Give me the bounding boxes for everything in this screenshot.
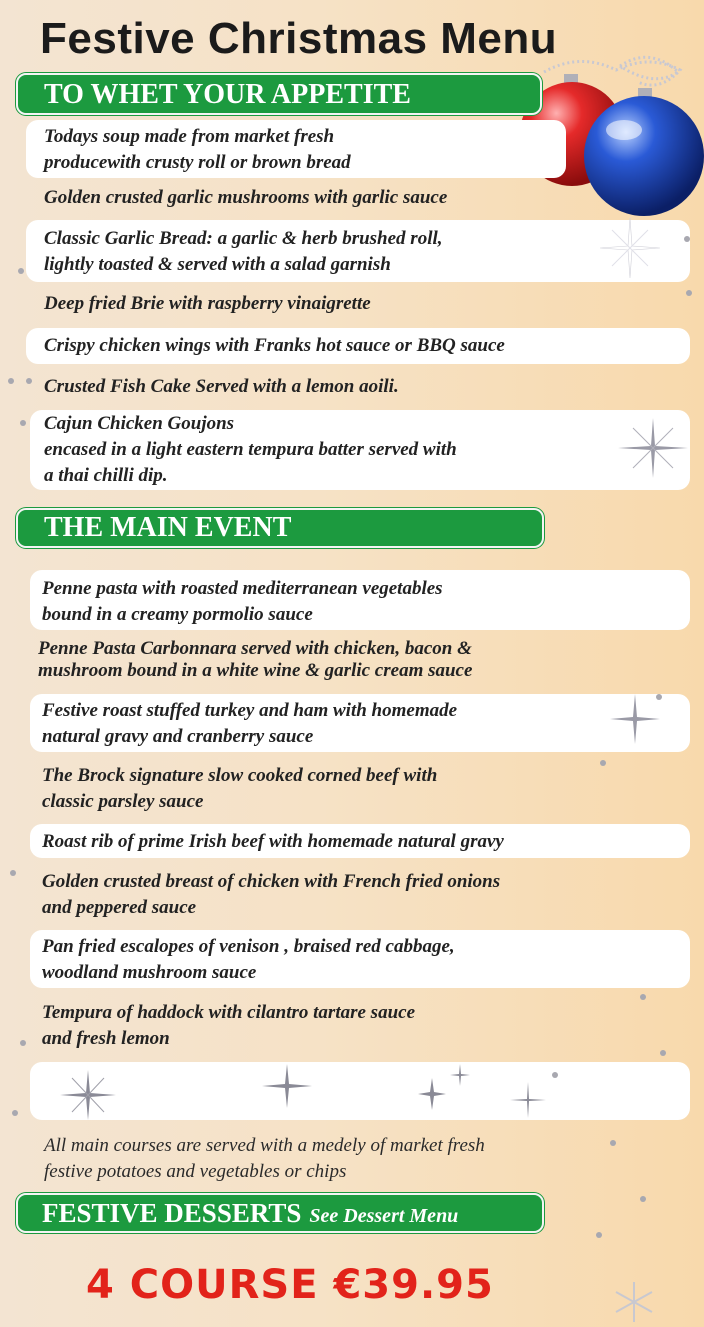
menu-card xyxy=(30,1062,690,1120)
snow-dot xyxy=(20,420,26,426)
section-heading-mains: THE MAIN EVENT xyxy=(16,508,544,548)
main-item: Penne Pasta Carbonnara served with chicken, bacon & xyxy=(38,638,472,659)
sparkle-star-icon xyxy=(262,1064,312,1108)
starter-item: Classic Garlic Bread: a garlic & herb brushed roll, xyxy=(44,228,443,249)
snow-dot xyxy=(596,1232,602,1238)
starter-item: encased in a light eastern tempura batter served with xyxy=(44,439,457,460)
main-item: classic parsley sauce xyxy=(42,791,204,812)
snow-dot xyxy=(656,694,662,700)
snow-dot xyxy=(8,378,14,384)
main-item: Pan fried escalopes of venison , braised red cabbage, xyxy=(42,936,455,957)
see-dessert-menu-link[interactable]: See Dessert Menu xyxy=(309,1205,459,1227)
main-item: natural gravy and cranberry sauce xyxy=(42,726,314,747)
main-item: Roast rib of prime Irish beef with homemade natural gravy xyxy=(42,831,504,852)
snow-dot xyxy=(686,290,692,296)
sparkle-star-icon xyxy=(510,1082,546,1118)
main-item: Tempura of haddock with cilantro tartare sauce xyxy=(42,1002,415,1023)
desserts-heading-label: FESTIVE DESSERTS xyxy=(42,1198,302,1228)
course-price: 4 COURSE €39.95 xyxy=(86,1262,494,1308)
section-heading-desserts xyxy=(16,1193,544,1233)
main-item: woodland mushroom sauce xyxy=(42,962,257,983)
starter-item: Crusted Fish Cake Served with a lemon aoili. xyxy=(44,376,399,397)
snow-dot xyxy=(26,378,32,384)
starter-item: Deep fried Brie with raspberry vinaigrette xyxy=(44,293,371,314)
sparkle-star-icon xyxy=(418,1064,474,1114)
snow-dot xyxy=(12,1110,18,1116)
main-item: and peppered sauce xyxy=(42,897,197,918)
starter-item: a thai chilli dip. xyxy=(44,465,168,486)
sparkle-star-icon xyxy=(618,418,688,478)
mains-note xyxy=(44,1133,624,1185)
main-item: and fresh lemon xyxy=(42,1028,170,1049)
blue-bauble-icon xyxy=(584,96,704,216)
menu-title: Festive Christmas Menu xyxy=(40,14,558,63)
starter-item: Cajun Chicken Goujons xyxy=(44,413,235,434)
starter-item: producewith crusty roll or brown bread xyxy=(44,152,351,173)
sparkle-star-icon xyxy=(60,1070,116,1120)
main-item: Penne pasta with roasted mediterranean vegetables xyxy=(42,578,443,599)
starter-item: Golden crusted garlic mushrooms with garlic sauce xyxy=(44,187,448,208)
snow-dot xyxy=(640,1196,646,1202)
snowflake-icon xyxy=(610,1280,658,1324)
main-item: The Brock signature slow cooked corned beef with xyxy=(42,765,438,786)
snow-dot xyxy=(18,268,24,274)
starter-item: Crispy chicken wings with Franks hot sauce or BBQ sauce xyxy=(44,335,505,356)
main-item: Festive roast stuffed turkey and ham with homemade xyxy=(42,700,458,721)
snow-dot xyxy=(600,760,606,766)
snow-dot xyxy=(684,236,690,242)
sparkle-star-icon xyxy=(600,218,660,278)
starter-item: Todays soup made from market fresh xyxy=(44,126,335,147)
starter-item: lightly toasted & served with a salad garnish xyxy=(44,254,391,275)
snow-dot xyxy=(610,1140,616,1146)
snow-dot xyxy=(660,1050,666,1056)
snow-dot xyxy=(20,1040,26,1046)
main-item: bound in a creamy pormolio sauce xyxy=(42,604,313,625)
snow-dot xyxy=(10,870,16,876)
sparkle-star-icon xyxy=(610,694,660,744)
snow-dot xyxy=(552,1072,558,1078)
main-item: mushroom bound in a white wine & garlic cream sauce xyxy=(38,660,473,681)
mains-note-line: festive potatoes and vegetables or chips xyxy=(44,1161,347,1182)
mains-note-line: All main courses are served with a medely of market fresh xyxy=(44,1135,485,1156)
main-item: Golden crusted breast of chicken with French fried onions xyxy=(42,871,501,892)
section-heading-starters: TO WHET YOUR APPETITE xyxy=(16,73,542,115)
snow-dot xyxy=(640,994,646,1000)
